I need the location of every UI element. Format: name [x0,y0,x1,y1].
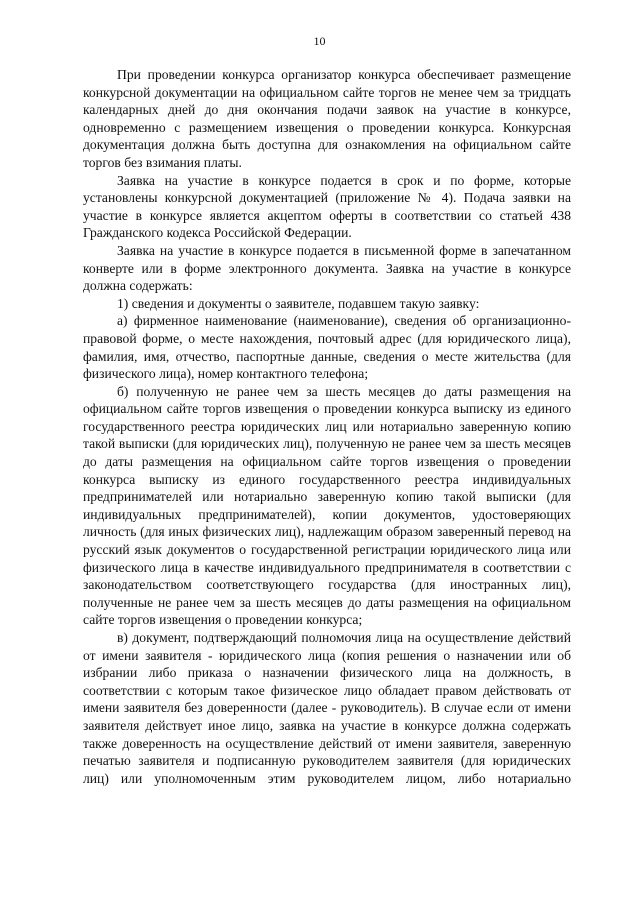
list-item-registry-extract: б) полученную не ранее чем за шесть месяцев до даты размещения на официальном сайте торгов извещения о проведении конкурса выписку из единого государственного реестра юридических лиц или нотариально заверенную копию такой выписки (для юридических лиц), полученную не ранее чем за шесть месяцев до даты размещения на официальном сайте торгов извещения о проведении конкурса выписку из единого государственного реестра индивидуальных предпринимателей или нотариально заверенную копию такой выписки (для индивидуальных предпринимателей), копии документов, удостоверяющих личность (для иных физических лиц), надлежащим образом заверенный перевод на русский язык документов о государственной регистрации юридического лица или физического лица в качестве индивидуального предпринимателя в соответствии с законодательством соответствующего государства (для иностранных лиц), полученные не ранее чем за шесть месяцев до даты размещения на официальном сайте торгов извещения о проведении конкурса; [83,383,571,628]
page-number: 10 [313,34,326,48]
list-item-authority-document: в) документ, подтверждающий полномочия лица на осуществление действий от имени заявителя - юридического лица (копия решения о назначении или об избрании либо приказа о назначении физического лица на должность, в соответствии с которым такое физическое лицо обладает правом действовать от имени заявителя без доверенности (далее - руководитель). В случае если от имени заявителя действует иное лицо, заявка на участие в конкурсе должна содержать также доверенность на осуществление действий от имени заявителя, заверенную печатью заявителя и подписанную руководителем заявителя (для юридических лиц) или уполномоченным этим руководителем лицом, либо нотариально [83,630,571,786]
list-item-applicant-info: 1) сведения и документы о заявителе, подавшем такую заявку: [117,295,480,311]
paragraph-document-publication: При проведении конкурса организатор конкурса обеспечивает размещение конкурсной документации на официальном сайте торгов не менее чем за тридцать календарных дней до дня окончания подачи заявок на участие в конкурсе, одновременно с размещением извещения о проведении конкурса. Конкурсная документация должна быть доступна для ознакомления на официальном сайте торгов без взимания платы. [83,67,571,170]
paragraph-application-deadline: Заявка на участие в конкурсе подается в срок и по форме, которые установлены конкурсной документацией (приложение № 4). Подача заявки на участие в конкурсе является акцептом оферты в соответствии со статьей 438 Гражданского кодекса Российской Федерации. [83,172,571,241]
document-body [83,66,571,787]
paragraph-application-form: Заявка на участие в конкурсе подается в письменной форме в запечатанном конверте или в форме электронного документа. Заявка на участие в конкурсе должна содержать: [83,242,571,294]
list-item-company-name: а) фирменное наименование (наименование), сведения об организационно-правовой форме, о месте нахождения, почтовый адрес (для юридического лица), фамилия, имя, отчество, паспортные данные, сведения о месте жительства (для физического лица), номер контактного телефона; [83,313,571,382]
